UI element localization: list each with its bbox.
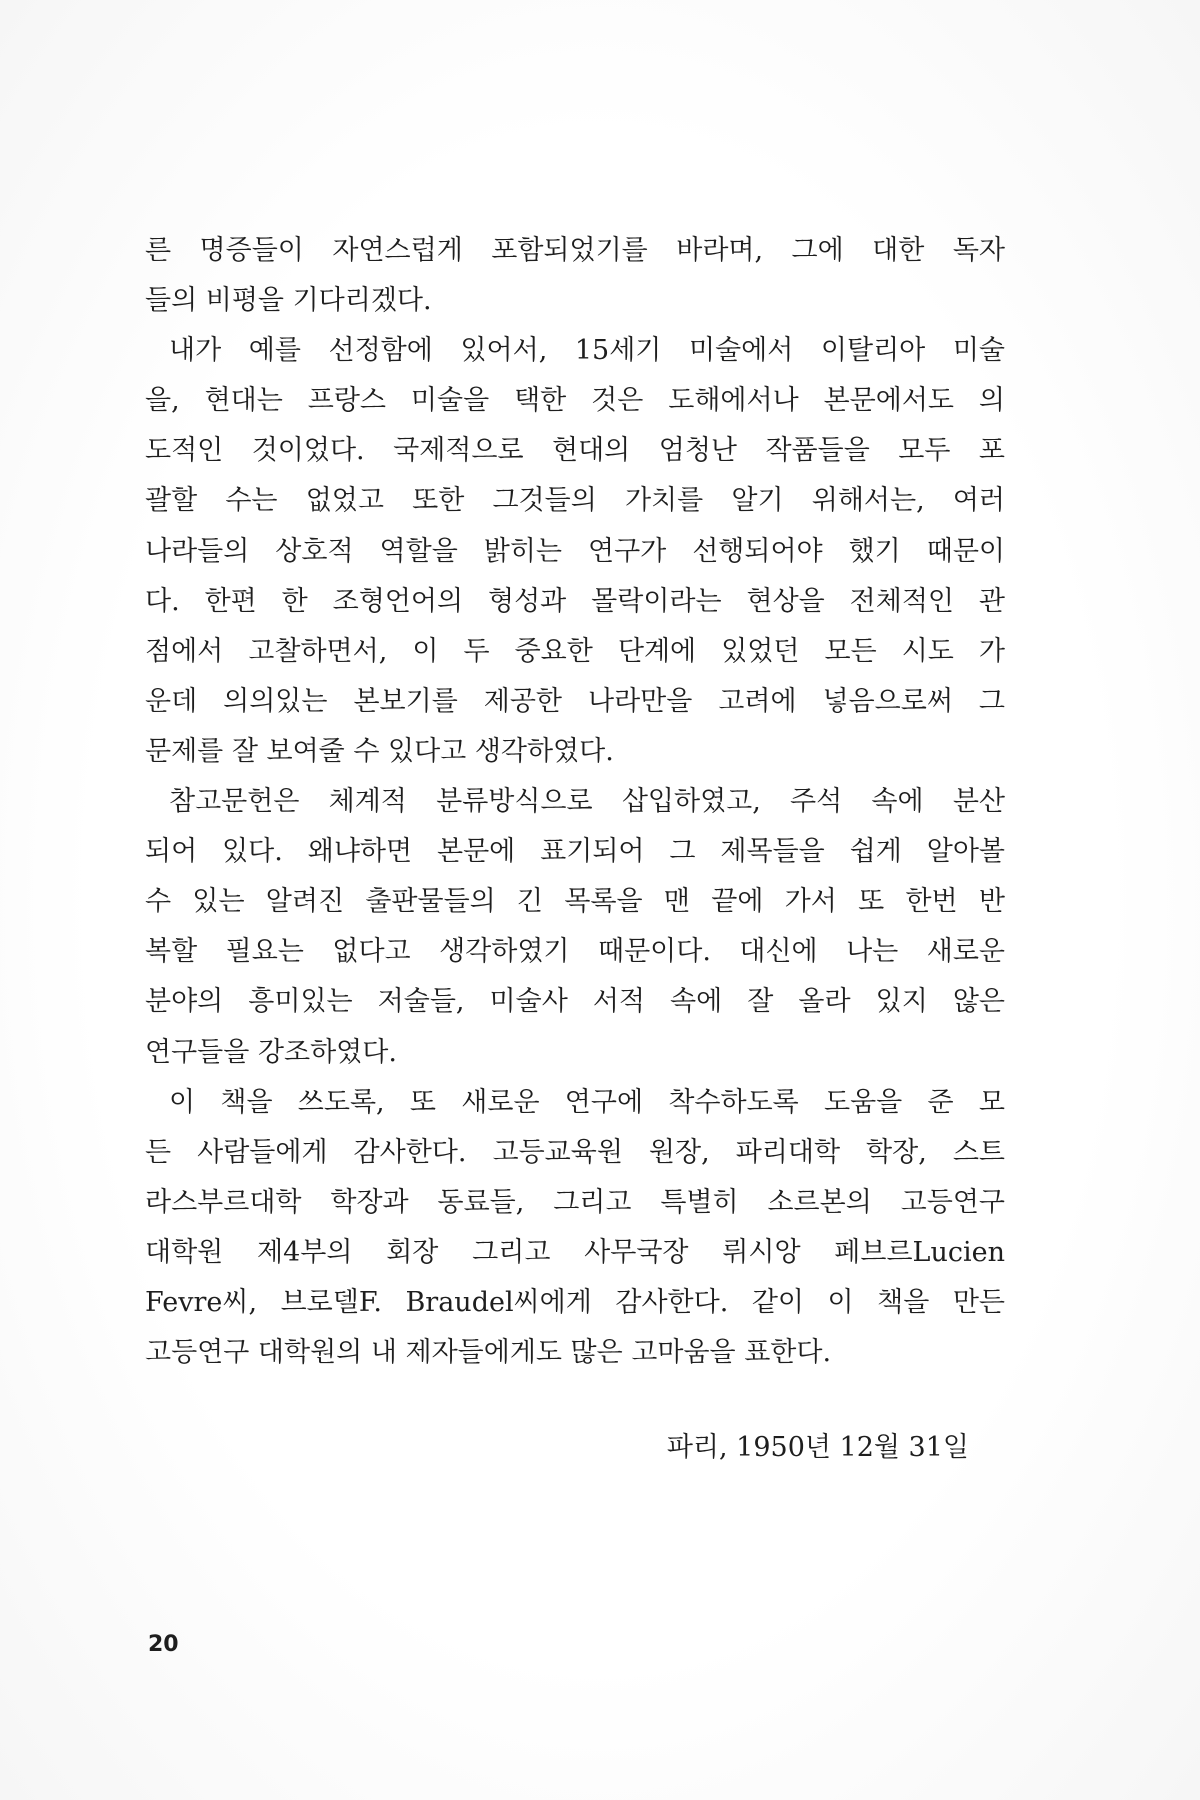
text-line: 수 있는 알려진 출판물들의 긴 목록을 맨 끝에 가서 또 한번 반	[145, 886, 1005, 918]
text-line: 을, 현대는 프랑스 미술을 택한 것은 도해에서나 본문에서도 의	[145, 385, 1005, 417]
text-line: 운데 의의있는 본보기를 제공한 나라만을 고려에 넣음으로써 그	[145, 685, 1005, 717]
paragraph	[145, 226, 1005, 326]
text-line: 도적인 것이었다. 국제적으로 현대의 엄청난 작품들을 모두 포	[145, 435, 1005, 467]
text-line: 대학원 제4부의 회장 그리고 사무국장 뤼시앙 페브르Lucien	[145, 1236, 1005, 1268]
text-line: 복할 필요는 없다고 생각하였기 때문이다. 대신에 나는 새로운	[145, 936, 1005, 968]
paragraph	[145, 777, 1005, 1078]
page-number: 20	[148, 1632, 179, 1657]
text-line: 든 사람들에게 감사한다. 고등교육원 원장, 파리대학 학장, 스트	[145, 1136, 1005, 1168]
text-line: 분야의 흥미있는 저술들, 미술사 서적 속에 잘 올라 있지 않은	[145, 986, 1005, 1018]
text-line: 들의 비평을 기다리겠다.	[145, 285, 432, 317]
text-line: 내가 예를 선정함에 있어서, 15세기 미술에서 이탈리아 미술	[169, 335, 1005, 367]
paragraph	[145, 326, 1005, 777]
text-line: 라스부르대학 학장과 동료들, 그리고 특별히 소르본의 고등연구	[145, 1186, 1005, 1218]
text-line: 른 명증들이 자연스럽게 포함되었기를 바라며, 그에 대한 독자	[145, 235, 1005, 266]
text-line: 점에서 고찰하면서, 이 두 중요한 단계에 있었던 모든 시도 가	[145, 635, 1005, 667]
paragraph	[145, 1078, 1005, 1379]
text-line: Fevre씨, 브로델F. Braudel씨에게 감사한다. 같이 이 책을 만든	[145, 1286, 1005, 1318]
text-line: 되어 있다. 왜냐하면 본문에 표기되어 그 제목들을 쉽게 알아볼	[145, 836, 1005, 868]
text-line: 다. 한편 한 조형언어의 형성과 몰락이라는 현상을 전체적인 관	[145, 585, 1005, 617]
body-text	[145, 226, 1005, 1378]
text-line: 연구들을 강조하였다.	[145, 1036, 397, 1068]
text-line: 나라들의 상호적 역할을 밝히는 연구가 선행되어야 했기 때문이	[145, 535, 1005, 567]
text-line: 문제를 잘 보여줄 수 있다고 생각하였다.	[145, 735, 614, 767]
text-line: 괄할 수는 없었고 또한 그것들의 가치를 알기 위해서는, 여러	[145, 485, 1005, 517]
signature-date: 파리, 1950년 12월 31일	[666, 1432, 969, 1463]
text-line: 고등연구 대학원의 내 제자들에게도 많은 고마움을 표한다.	[145, 1337, 832, 1369]
text-line: 참고문헌은 체계적 분류방식으로 삽입하였고, 주석 속에 분산	[169, 786, 1005, 818]
text-line: 이 책을 쓰도록, 또 새로운 연구에 착수하도록 도움을 준 모	[169, 1086, 1005, 1118]
